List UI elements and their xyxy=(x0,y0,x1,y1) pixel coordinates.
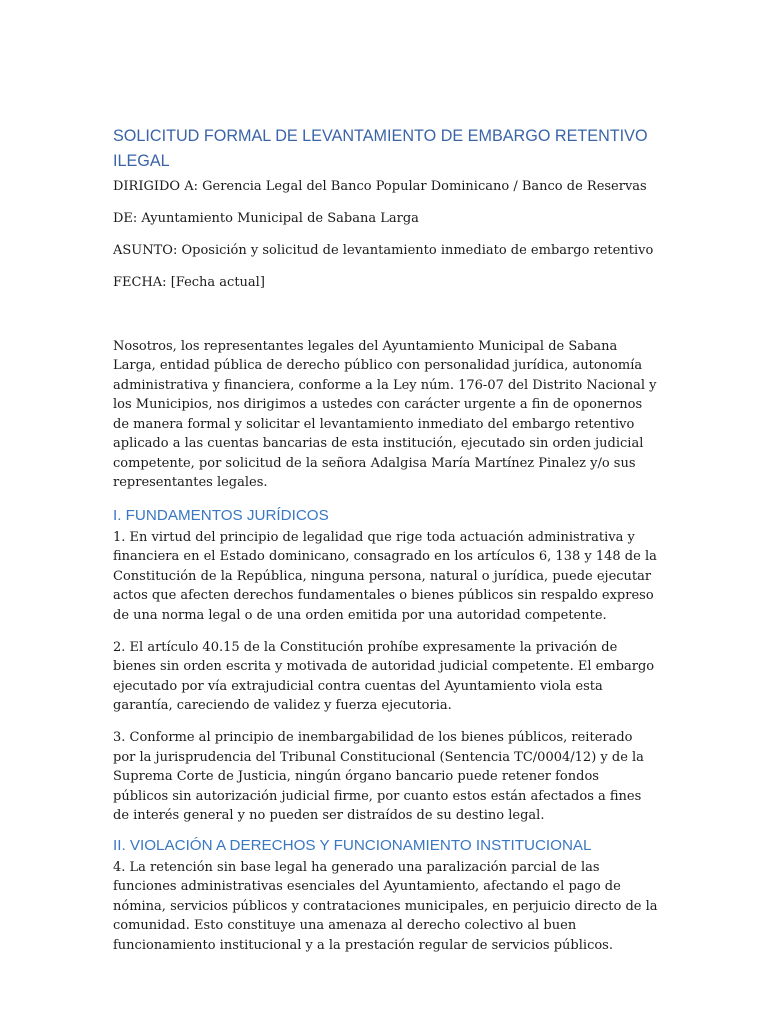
intro-paragraph: Nosotros, los representantes legales del Ayuntamiento Municipal de Sabana Larga, entidad pública de derecho público con personalidad jurídica, autonomía administrativa y financiera, conforme a la Ley núm. 176-07 del Distrito Nacional y los Municipios, nos dirigimos a ustedes con carácter urgente a fin de oponernos de manera formal y solicitar el levantamiento inmediato del embargo retentivo aplicado a las cuentas bancarias de esta institución, ejecutado sin orden judicial competente, por solicitud de la señora Adalgisa María Martínez Pinalez y/o sus representantes legales. xyxy=(113,338,657,490)
date-line: FECHA: [Fecha actual] xyxy=(113,275,265,290)
subject-line: ASUNTO: Oposición y solicitud de levantamiento inmediato de embargo retentivo xyxy=(113,243,654,258)
document-title: SOLICITUD FORMAL DE LEVANTAMIENTO DE EMBARGO RETENTIVO ILEGAL xyxy=(113,127,648,170)
sender-line: DE: Ayuntamiento Municipal de Sabana Larga xyxy=(113,211,419,226)
document-body xyxy=(113,124,658,955)
section-violacion xyxy=(113,836,658,956)
recipient-line: DIRIGIDO A: Gerencia Legal del Banco Popular Dominicano / Banco de Reservas xyxy=(113,179,647,194)
section-fundamentos xyxy=(113,506,658,826)
paragraph: 3. Conforme al principio de inembargabilidad de los bienes públicos, reiterado por la jurisprudencia del Tribunal Constitucional (Sentencia TC/0004/12) y de la Suprema Corte de Justicia, ningún órgano bancario puede retener fondos públicos sin autorización judicial firme, por cuanto estos están afectados a fines de interés general y no pueden ser distraídos de su destino legal. xyxy=(113,730,644,823)
section-heading: I. FUNDAMENTOS JURÍDICOS xyxy=(113,506,329,524)
paragraph: 2. El artículo 40.15 de la Constitución prohíbe expresamente la privación de bienes sin orden escrita y motivada de autoridad judicial competente. El embargo ejecutado por vía extrajudicial contra cuentas del Ayuntamiento viola esta garantía, careciendo de validez y fuerza ejecutoria. xyxy=(113,639,655,713)
section-heading: II. VIOLACIÓN A DERECHOS Y FUNCIONAMIENTO INSTITUCIONAL xyxy=(113,836,592,854)
paragraph: 1. En virtud del principio de legalidad que rige toda actuación administrativa y financiera en el Estado dominicano, consagrado en los artículos 6, 138 y 148 de la Constitución de la República, ninguna persona, natural o jurídica, puede ejecutar actos que afecten derechos fundamentales o bienes públicos sin respaldo expreso de una norma legal o de una orden emitida por una autoridad competente. xyxy=(113,529,657,623)
paragraph: 4. La retención sin base legal ha generado una paralización parcial de las funciones administrativas esenciales del Ayuntamiento, afectando el pago de nómina, servicios públicos y contrataciones municipales, en perjuicio directo de la comunidad. Esto constituye una amenaza al derecho colectivo al buen funcionamiento institucional y a la prestación regular de servicios públicos. xyxy=(113,859,658,953)
